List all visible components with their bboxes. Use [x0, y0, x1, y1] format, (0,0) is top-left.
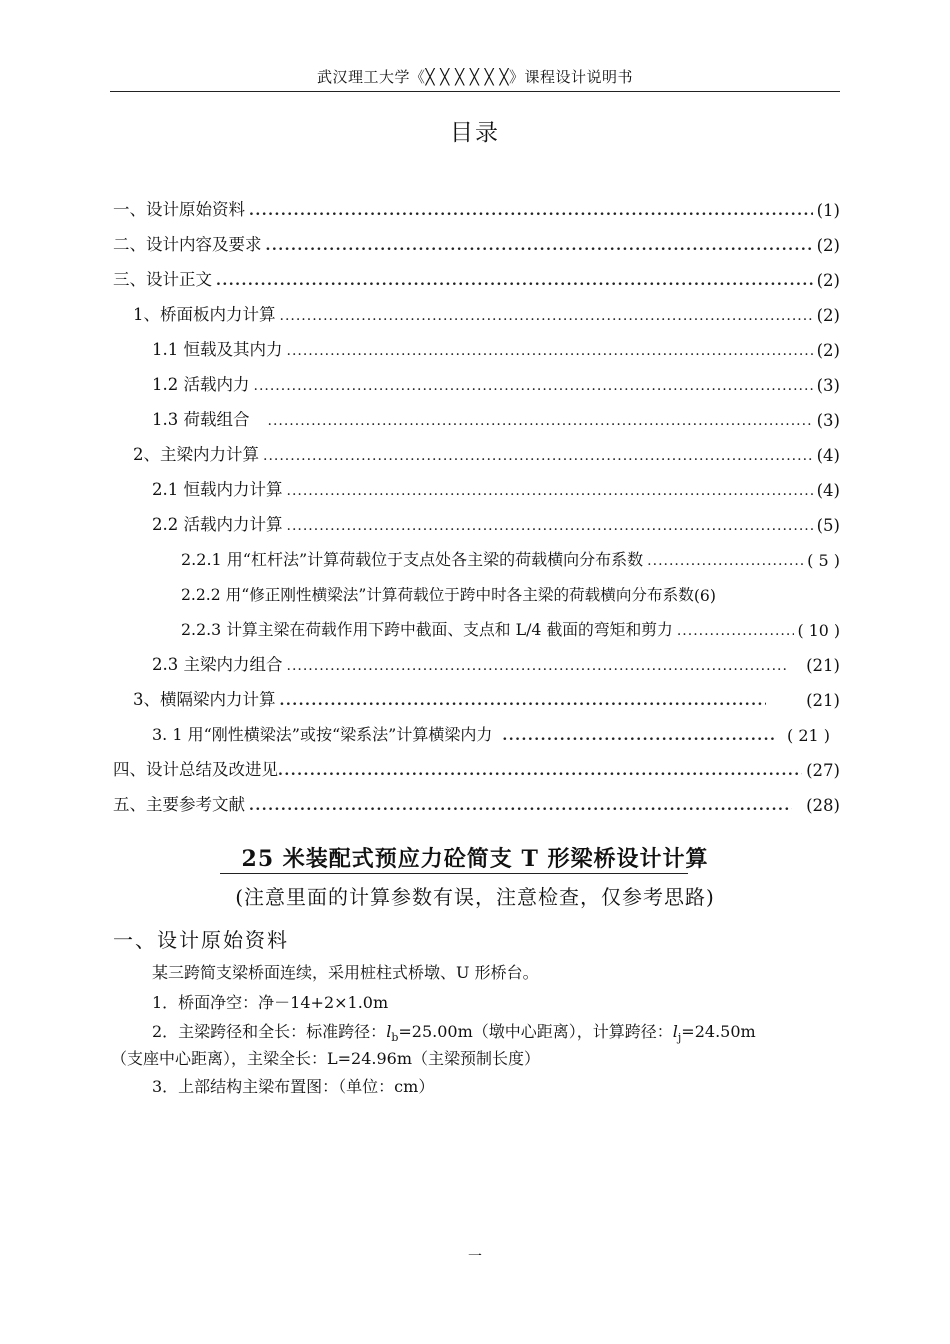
- toc-entry[interactable]: [113, 231, 840, 255]
- document-subtitle: (注意里面的计算参数有误，注意检查，仅参考思路): [235, 885, 715, 909]
- toc-entry-label: 1、桥面板内力计算: [133, 305, 276, 324]
- toc-entry-page: (6): [693, 587, 716, 605]
- toc-entry[interactable]: [113, 756, 840, 780]
- toc-entry[interactable]: [152, 651, 840, 675]
- toc-leader: [280, 692, 767, 710]
- toc-entry[interactable]: [181, 616, 840, 640]
- toc-entry-label: 2.1 恒载内力计算: [152, 480, 283, 499]
- toc-entry-page: (1): [816, 201, 840, 220]
- toc-entry-page: (2): [816, 271, 840, 290]
- toc-leader: [266, 237, 813, 255]
- lb-subscript: b: [391, 1031, 399, 1045]
- toc-entry-label: 2.3 主梁内力组合: [152, 655, 283, 674]
- toc-entry[interactable]: [152, 406, 840, 430]
- toc-entry-page: (2): [816, 341, 840, 360]
- toc-entry[interactable]: [181, 546, 840, 570]
- lb-value: =25.00m（墩中心距离），计算跨径：: [398, 1022, 673, 1041]
- toc-leader: [254, 377, 813, 395]
- toc-entry-label: 3、横隔梁内力计算: [133, 690, 276, 709]
- toc-entry-page: (21): [806, 656, 840, 675]
- lj-symbol: l: [672, 1022, 678, 1041]
- toc-entry[interactable]: [113, 196, 840, 220]
- paragraph-clearance: 1．桥面净空：净－14+2×1.0m: [152, 993, 389, 1012]
- toc-entry-label: 一、设计原始资料: [113, 200, 245, 219]
- paragraph-layout: 3．上部结构主梁布置图：（单位：cm）: [152, 1077, 435, 1096]
- toc-entry-label: 2.2.2 用“修正刚性横梁法”计算荷载位于跨中时各主梁的荷载横向分布系数: [181, 586, 694, 604]
- toc-entry-label: 2.2.3 计算主梁在荷载作用下跨中截面、支点和 L/4 截面的弯矩和剪力: [181, 620, 673, 639]
- toc-entry-page: (28): [806, 796, 840, 815]
- toc-leader: [268, 412, 813, 430]
- toc-entry-label: 五、主要参考文献: [113, 795, 245, 814]
- toc-entry[interactable]: [113, 266, 840, 290]
- toc-leader: [278, 762, 802, 780]
- document-title: 25 米装配式预应力砼简支 T 形梁桥设计计算: [241, 846, 709, 872]
- toc-leader: [287, 517, 813, 535]
- paragraph-intro: 某三跨简支梁桥面连续，采用桩柱式桥墩、U 形桥台。: [152, 963, 539, 982]
- toc-entry[interactable]: [152, 511, 840, 535]
- toc-entry-label: 2.2.1 用“杠杆法”计算荷载位于支点处各主梁的荷载横向分布系数: [181, 550, 644, 569]
- toc-entry-page: ( 5 ): [807, 551, 840, 570]
- span-label: 2．主梁跨径和全长：标准跨径：: [152, 1022, 387, 1041]
- toc-entry-page: ( 21 ): [786, 726, 830, 745]
- page-number: 一: [468, 1249, 482, 1265]
- toc-entry[interactable]: [113, 791, 840, 815]
- toc-leader: [287, 342, 813, 360]
- toc-entry-page: (27): [806, 761, 840, 780]
- toc-entry[interactable]: [181, 581, 840, 605]
- toc-entry-page: (3): [816, 411, 840, 430]
- toc-entry-label: 1.3 荷载组合: [152, 410, 250, 429]
- toc-leader: [249, 202, 813, 220]
- toc-entry[interactable]: [152, 336, 840, 360]
- toc-entry-label: 2、主梁内力计算: [133, 445, 259, 464]
- toc-entry-page: (4): [816, 481, 840, 500]
- toc-entry-page: (5): [816, 516, 840, 535]
- toc-entry[interactable]: [152, 371, 840, 395]
- toc-entry-page: (3): [816, 376, 840, 395]
- toc-entry-page: (2): [816, 306, 840, 325]
- toc-leader: [287, 482, 813, 500]
- toc-leader: [280, 307, 813, 325]
- title-underline: [220, 873, 688, 874]
- toc-entry-label: 1.2 活载内力: [152, 375, 250, 394]
- toc-leader: [647, 552, 803, 570]
- toc-entry-page: ( 10 ): [797, 621, 840, 640]
- toc-entry[interactable]: [152, 721, 830, 745]
- toc-entry[interactable]: [133, 686, 840, 710]
- toc-entry-page: (4): [816, 446, 840, 465]
- header-rule: [110, 91, 840, 92]
- toc-entry-label: 四、设计总结及改进见: [113, 760, 278, 779]
- toc-entry-page: (2): [816, 236, 840, 255]
- toc-leader: [216, 272, 813, 290]
- toc-leader: [263, 447, 813, 465]
- toc-entry-label: 3. 1 用“刚性横梁法”或按“梁系法”计算横梁内力: [152, 725, 493, 744]
- toc-leader: [502, 727, 777, 745]
- paragraph-span-cont: （支座中心距离），主梁全长：L=24.96m（主梁预制长度）: [111, 1049, 541, 1068]
- toc-entry-label: 1.1 恒载及其内力: [152, 340, 283, 359]
- page-header: 武汉理工大学《╳ ╳ ╳ ╳ ╳ ╳》课程设计说明书: [316, 68, 634, 86]
- lj-subscript: j: [677, 1031, 682, 1045]
- toc-leader: [287, 657, 787, 675]
- paragraph-span: [152, 1019, 756, 1044]
- toc-leader: [677, 622, 794, 640]
- toc-entry[interactable]: [152, 476, 840, 500]
- lj-value: =24.50m: [681, 1022, 756, 1041]
- lb-symbol: l: [386, 1022, 392, 1041]
- toc-entry[interactable]: [133, 301, 840, 325]
- toc-entry-label: 2.2 活载内力计算: [152, 515, 283, 534]
- toc-entry-label: 二、设计内容及要求: [113, 235, 262, 254]
- section-heading: 一、设计原始资料: [113, 928, 289, 952]
- toc-entry-page: (21): [806, 691, 840, 710]
- toc-entry-label: 三、设计正文: [113, 270, 212, 289]
- toc-entry[interactable]: [133, 441, 840, 465]
- toc-title: 目录: [450, 120, 500, 146]
- toc-leader: [249, 797, 792, 815]
